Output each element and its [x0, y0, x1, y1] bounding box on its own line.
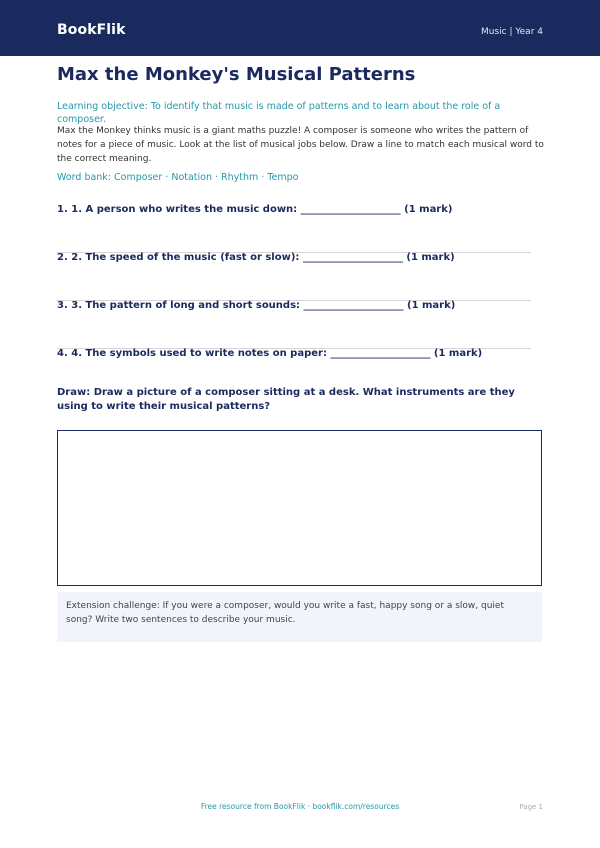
- draw-prompt: Draw: Draw a picture of a composer sitting at a desk. What instruments are they using to write their musical patterns?: [57, 387, 515, 412]
- word-bank: Word bank: Composer · Notation · Rhythm · Tempo: [57, 172, 299, 183]
- question-2: 2. 2. The speed of the music (fast or slow): ____________________ (1 mark): [57, 252, 455, 263]
- subject-year-label: Music | Year 4: [480, 27, 543, 37]
- question-3: 3. 3. The pattern of long and short sounds: ____________________ (1 mark): [57, 300, 456, 311]
- page-title: Max the Monkey's Musical Patterns: [57, 64, 416, 85]
- intro-paragraph: Max the Monkey thinks music is a giant maths puzzle! A composer is someone who writes the pattern of notes for a piece of music. Look at the list of musical jobs below. Draw a line to match each musical word to the correct meaning.: [57, 126, 544, 164]
- extension-challenge: [57, 592, 542, 642]
- learning-objective: Learning objective: To identify that music is made of patterns and to learn about the role of a composer.: [57, 101, 501, 125]
- brand-logo[interactable]: BookFlik: [57, 22, 126, 38]
- drawing-area[interactable]: [57, 430, 542, 586]
- question-4: 4. 4. The symbols used to write notes on paper: ____________________ (1 mark): [57, 348, 483, 359]
- footer-credit[interactable]: Free resource from BookFlik · bookflik.com/resources: [200, 802, 400, 811]
- header-bar: [0, 0, 600, 56]
- extension-text: Extension challenge: If you were a composer, would you write a fast, happy song or a slow, quiet song? Write two sentences to describe your music.: [66, 601, 504, 625]
- question-1: 1. 1. A person who writes the music down: ____________________ (1 mark): [57, 204, 453, 215]
- page-number: Page 1: [519, 803, 543, 811]
